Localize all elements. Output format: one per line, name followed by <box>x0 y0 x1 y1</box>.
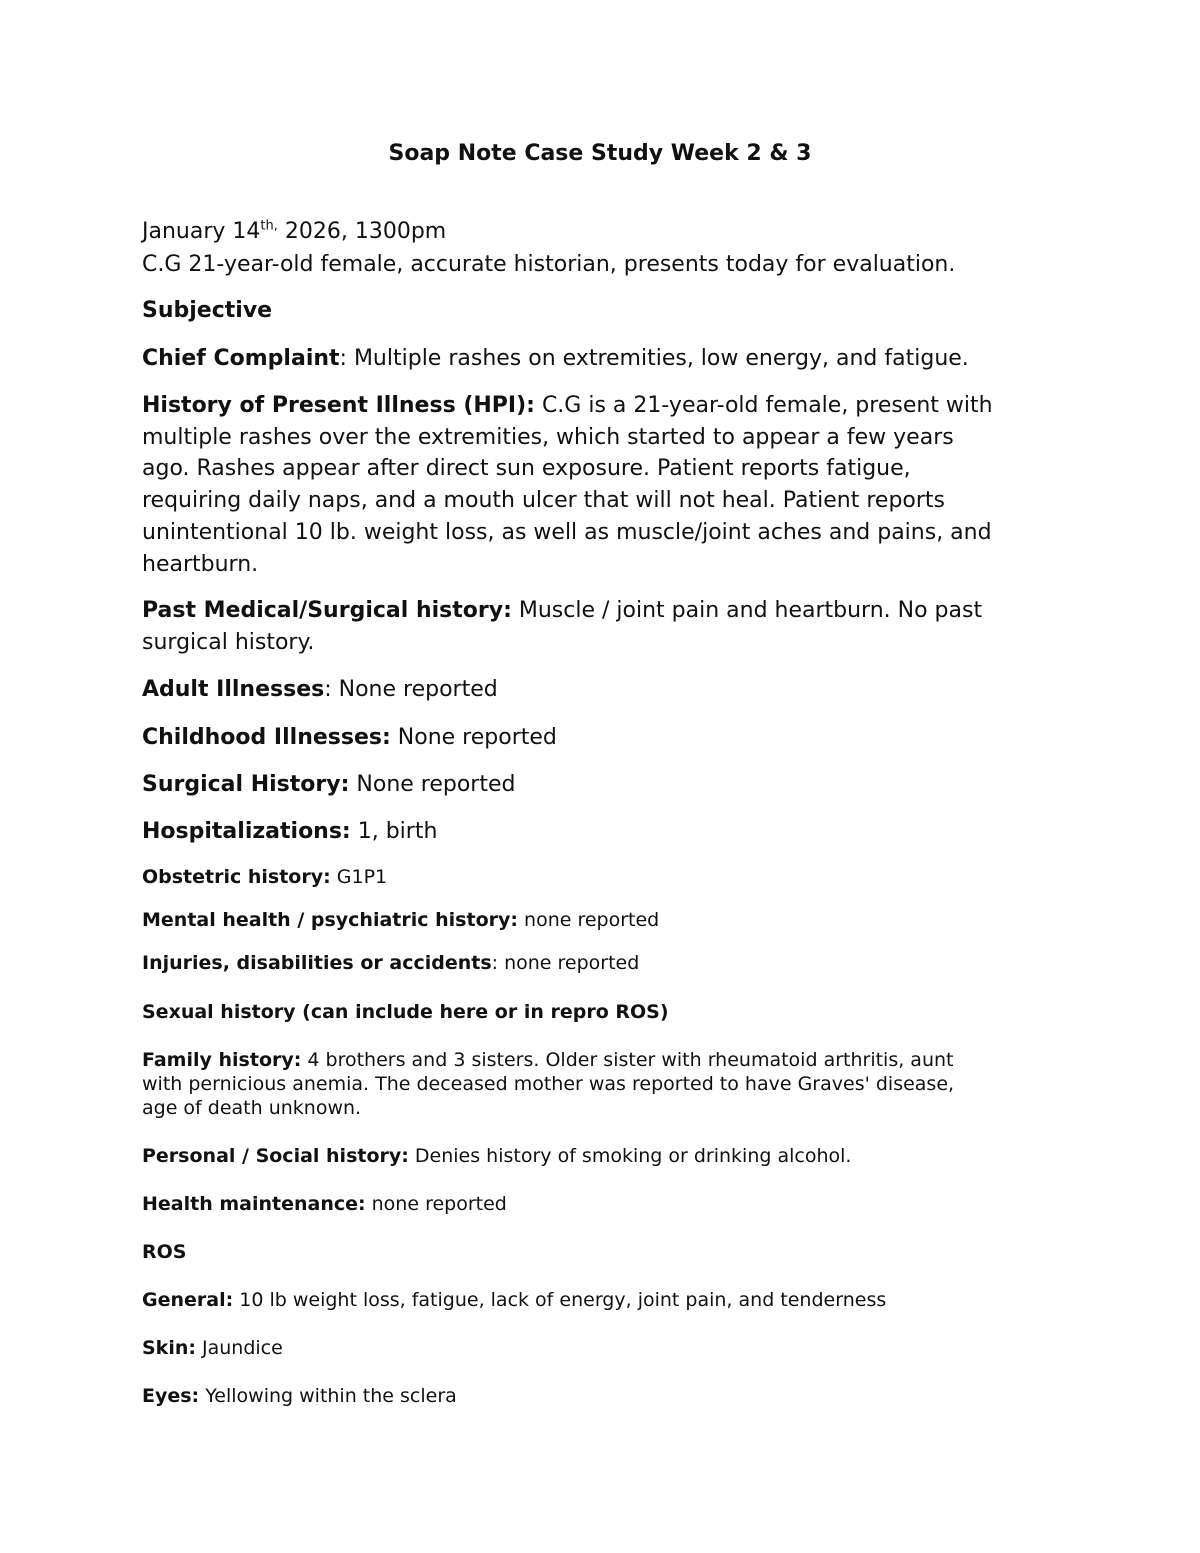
health-maintenance-label: Health maintenance: <box>142 1193 366 1215</box>
chief-complaint-label: Chief Complaint <box>142 346 340 371</box>
intro-line: C.G 21-year-old female, accurate historian, presents today for evaluation. <box>142 252 956 277</box>
hpi-label: History of Present Illness (HPI): <box>142 393 535 418</box>
mental-health-value: none reported <box>517 909 660 931</box>
ros-skin-label: Skin: <box>142 1337 196 1359</box>
injuries-value: : none reported <box>491 952 640 974</box>
chief-complaint-value: : Multiple rashes on extremities, low energy, and fatigue. <box>339 346 969 371</box>
ros-eyes-label: Eyes: <box>142 1385 200 1407</box>
family-history-text: 4 brothers and 3 sisters. Older sister with rheumatoid arthritis, aunt <box>301 1049 954 1071</box>
date-prefix: January 14 <box>142 219 261 244</box>
mental-health-label: Mental health / psychiatric history: <box>142 909 518 931</box>
adult-illnesses <box>142 677 498 702</box>
document-title: Soap Note Case Study Week 2 & 3 <box>388 141 812 166</box>
family-history-line-3: age of death unknown. <box>142 1097 362 1119</box>
surgical-history-label: Surgical History: <box>142 772 350 797</box>
past-medical-label: Past Medical/Surgical history: <box>142 598 512 623</box>
obstetric-value: G1P1 <box>330 866 388 888</box>
adult-illnesses-value: : None reported <box>324 677 498 702</box>
hospitalizations-value: 1, birth <box>350 819 438 844</box>
childhood-illnesses-label: Childhood Illnesses: <box>142 725 391 750</box>
obstetric-label: Obstetric history: <box>142 866 331 888</box>
chief-complaint <box>142 346 969 371</box>
personal-social-value: Denies history of smoking or drinking alcohol. <box>408 1145 852 1167</box>
date-suffix: 2026, 1300pm <box>277 219 447 244</box>
past-medical-line-2: surgical history. <box>142 630 315 655</box>
hpi-line-3: ago. Rashes appear after direct sun exposure. Patient reports fatigue, <box>142 456 911 481</box>
mental-health-history <box>142 909 659 931</box>
childhood-illnesses <box>142 725 557 750</box>
obstetric-history <box>142 866 387 888</box>
subjective-heading: Subjective <box>142 298 273 323</box>
ros-general-label: General: <box>142 1289 234 1311</box>
injuries-label: Injuries, disabilities or accidents <box>142 952 492 974</box>
hpi-text: C.G is a 21-year-old female, present with <box>534 393 993 418</box>
family-history-label: Family history: <box>142 1049 302 1071</box>
hospitalizations <box>142 819 437 844</box>
hpi-line-1 <box>142 393 993 418</box>
family-history-line-1 <box>142 1049 953 1071</box>
adult-illnesses-label: Adult Illnesses <box>142 677 325 702</box>
past-medical-text: Muscle / joint pain and heartburn. No past <box>511 598 983 623</box>
injuries-history <box>142 952 639 974</box>
personal-social-history <box>142 1145 851 1167</box>
ros-general-value: 10 lb weight loss, fatigue, lack of energy, joint pain, and tenderness <box>233 1289 887 1311</box>
ros-heading: ROS <box>142 1241 187 1263</box>
childhood-illnesses-value: None reported <box>390 725 557 750</box>
date-line <box>142 219 446 244</box>
sexual-history: Sexual history (can include here or in repro ROS) <box>142 1001 669 1023</box>
hpi-line-4: requiring daily naps, and a mouth ulcer that will not heal. Patient reports <box>142 488 945 513</box>
past-medical-line-1 <box>142 598 982 623</box>
surgical-history <box>142 772 515 797</box>
health-maintenance <box>142 1193 507 1215</box>
ros-skin <box>142 1337 283 1359</box>
hpi-line-5: unintentional 10 lb. weight loss, as well as muscle/joint aches and pains, and <box>142 520 992 545</box>
ros-eyes-value: Yellowing within the sclera <box>199 1385 457 1407</box>
personal-social-label: Personal / Social history: <box>142 1145 409 1167</box>
ros-skin-value: Jaundice <box>195 1337 283 1359</box>
family-history-line-2: with pernicious anemia. The deceased mother was reported to have Graves' disease, <box>142 1073 955 1095</box>
surgical-history-value: None reported <box>349 772 516 797</box>
hpi-line-2: multiple rashes over the extremities, which started to appear a few years <box>142 425 954 450</box>
ros-general <box>142 1289 886 1311</box>
date-superscript: th, <box>260 218 278 234</box>
health-maintenance-value: none reported <box>365 1193 507 1215</box>
ros-eyes <box>142 1385 457 1407</box>
hpi-line-6: heartburn. <box>142 552 259 577</box>
hospitalizations-label: Hospitalizations: <box>142 819 351 844</box>
